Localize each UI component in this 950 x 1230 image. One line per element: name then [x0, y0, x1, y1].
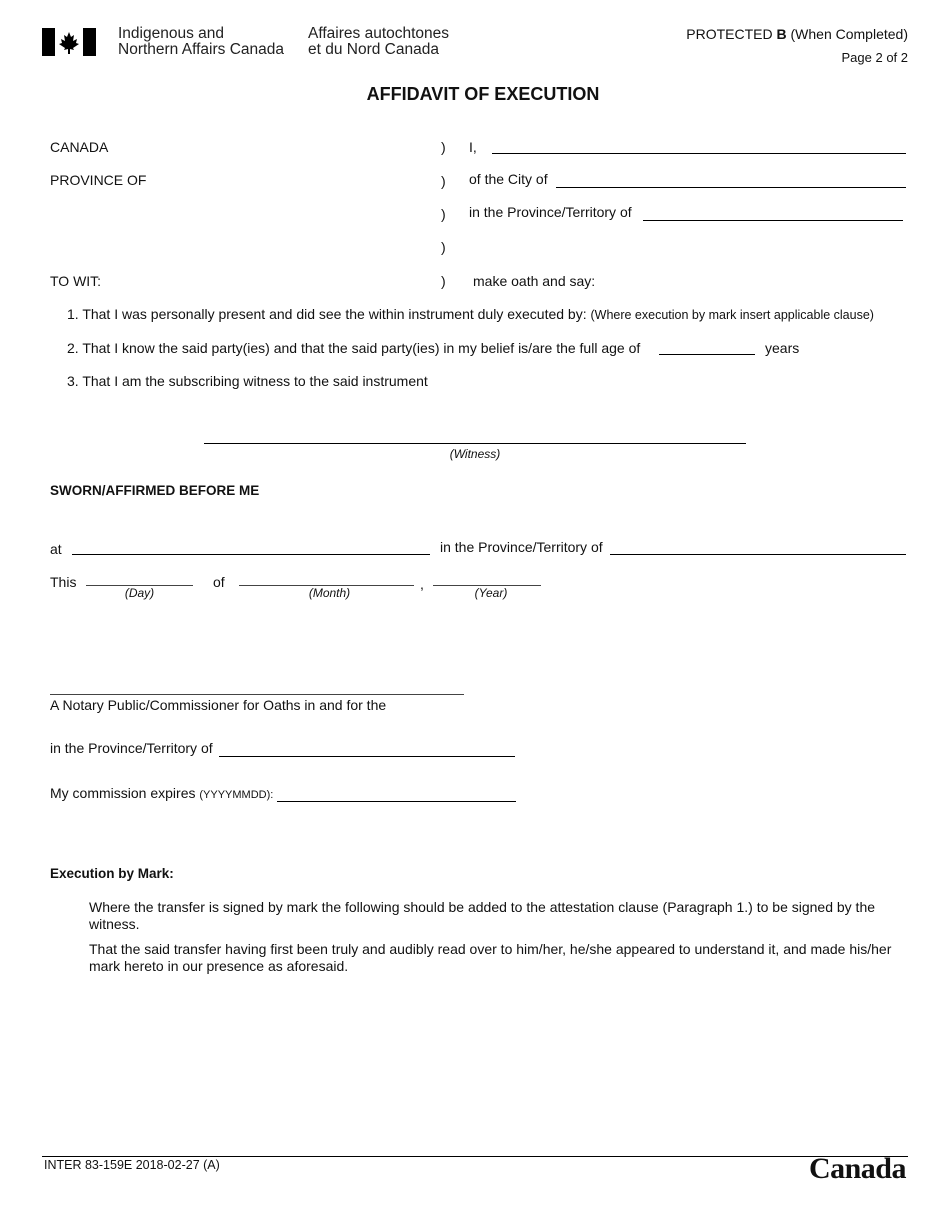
deponent-label: I,: [469, 139, 477, 155]
witness-signature-field[interactable]: [204, 443, 746, 444]
province-of-label: PROVINCE OF: [50, 172, 147, 188]
day-caption: (Day): [124, 586, 155, 600]
statement-1-note: (Where execution by mark insert applicable clause): [590, 308, 874, 322]
bracket-5: ): [441, 273, 446, 289]
statement-1-text: 1. That I was personally present and did see the within instrument duly executed by:: [67, 306, 587, 322]
canada-label: CANADA: [50, 139, 109, 155]
notary-signature-field[interactable]: [50, 694, 464, 695]
commission-label-text: My commission expires: [50, 785, 196, 801]
protected-prefix: PROTECTED: [686, 26, 773, 42]
bracket-3: ): [441, 206, 446, 222]
execution-by-mark-paragraph-1: Where the transfer is signed by mark the following should be added to the attestation clause (Paragraph 1.) to be signed by the witness.: [89, 899, 876, 932]
statement-3-text: 3. That I am the subscribing witness to the said instrument: [67, 373, 428, 389]
city-field[interactable]: [556, 187, 906, 188]
department-name-french: [308, 26, 449, 58]
at-location-field[interactable]: [72, 554, 430, 555]
notary-province-territory-label: in the Province/Territory of: [50, 740, 213, 756]
this-label: This: [50, 574, 77, 590]
province-territory-label: in the Province/Territory of: [469, 204, 632, 220]
footer-divider: [42, 1156, 908, 1157]
page-number: Page 2 of 2: [841, 50, 908, 65]
witness-caption: (Witness): [449, 447, 501, 461]
of-label: of: [213, 574, 225, 590]
commission-expiry-field[interactable]: [277, 801, 516, 802]
city-label: of the City of: [469, 171, 548, 187]
statement-1: [67, 306, 874, 322]
dept-fr-line1: Affaires autochtones: [308, 25, 450, 42]
deponent-name-field[interactable]: [492, 153, 906, 154]
at-label: at: [50, 541, 62, 557]
dept-fr-line2: et du Nord Canada: [308, 41, 439, 58]
sworn-province-territory-field[interactable]: [610, 554, 906, 555]
department-name-english: [118, 26, 284, 58]
age-field[interactable]: [659, 354, 755, 355]
page-title: AFFIDAVIT OF EXECUTION: [366, 84, 600, 104]
protected-suffix: (When Completed): [790, 26, 908, 42]
sworn-heading: SWORN/AFFIRMED BEFORE ME: [50, 483, 260, 498]
protected-level: B: [776, 26, 787, 42]
oath-label: make oath and say:: [473, 273, 596, 289]
commission-expires-label: [50, 785, 273, 801]
notary-title: A Notary Public/Commissioner for Oaths in and for the: [50, 697, 387, 713]
commission-format: (YYYYMMDD):: [199, 789, 274, 801]
bracket-4: ): [441, 239, 446, 255]
execution-by-mark-heading: Execution by Mark:: [50, 866, 174, 881]
year-caption: (Year): [474, 586, 508, 600]
bracket-2: ): [441, 173, 446, 189]
province-territory-field[interactable]: [643, 220, 903, 221]
canada-flag-icon: [42, 28, 96, 56]
form-number: INTER 83-159E 2018-02-27 (A): [44, 1158, 220, 1172]
canada-wordmark: Canada: [808, 1152, 906, 1185]
bracket-1: ): [441, 139, 446, 155]
years-label: years: [765, 340, 800, 356]
execution-by-mark-paragraph-2: That the said transfer having first been truly and audibly read over to him/her, he/she appeared to understand it, and made his/her mark hereto in our presence as aforesaid.: [89, 941, 892, 974]
statement-2-text: 2. That I know the said party(ies) and that the said party(ies) in my belief is/are the full age of: [67, 340, 641, 356]
sworn-province-territory-label: in the Province/Territory of: [440, 539, 603, 555]
dept-en-line1: Indigenous and: [118, 25, 225, 42]
protected-label: [686, 26, 908, 42]
notary-province-territory-field[interactable]: [219, 756, 515, 757]
date-comma: ,: [420, 576, 424, 592]
to-wit-label: TO WIT:: [50, 273, 102, 289]
month-caption: (Month): [308, 586, 351, 600]
dept-en-line2: Northern Affairs Canada: [118, 41, 285, 58]
